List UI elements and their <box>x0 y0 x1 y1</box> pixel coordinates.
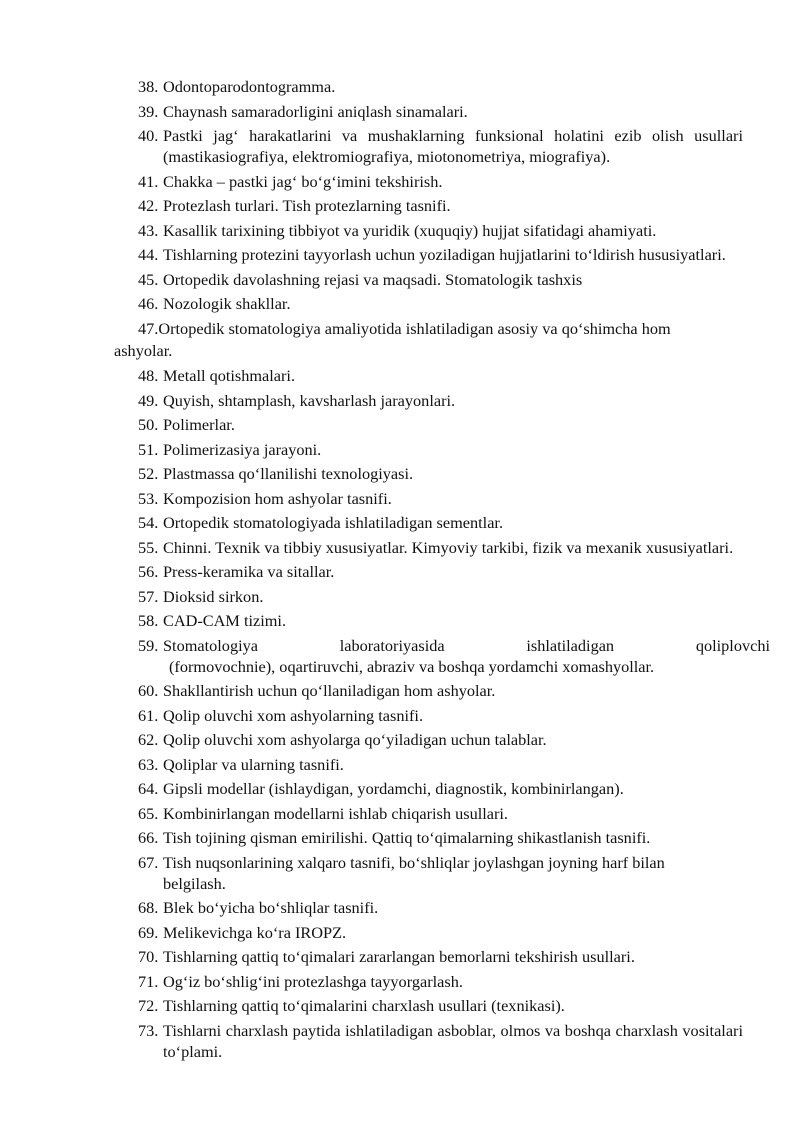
item-text: Chaynash samaradorligini aniqlash sinamalari. <box>163 101 468 121</box>
item-text <box>163 635 770 677</box>
item-text: CAD-CAM tizimi. <box>163 611 287 630</box>
item-text-continuation: (formovochnie), oqartiruvchi, abraziv va boshqa yordamchi xomashyollar. <box>169 656 655 676</box>
list-item <box>0 220 800 241</box>
list-item <box>0 1020 800 1062</box>
item-number: 60. <box>138 681 159 700</box>
item-number: 50. <box>138 415 159 434</box>
list-item <box>0 293 800 314</box>
list-item <box>0 463 800 484</box>
list-item <box>0 269 800 290</box>
list-item <box>0 852 800 894</box>
item-number: 53. <box>138 488 159 508</box>
item-number: 39. <box>138 101 159 121</box>
list-item <box>0 635 800 677</box>
numbered-list <box>0 76 800 1062</box>
list-item <box>0 586 800 607</box>
item-number: 47. <box>138 318 159 338</box>
item-number: 65. <box>138 803 159 823</box>
item-text: Polimerlar. <box>163 415 235 434</box>
item-text: Nozologik shakllar. <box>163 294 291 313</box>
item-word: laboratoriyasida <box>339 635 445 655</box>
list-item <box>0 318 800 362</box>
list-item <box>0 244 800 265</box>
item-text-continuation: ashyolar. <box>114 340 173 360</box>
list-item <box>0 171 800 192</box>
item-number: 55. <box>138 537 159 557</box>
item-text: Dioksid sirkon. <box>163 586 264 606</box>
item-text: Press-keramika va sitallar. <box>163 562 335 581</box>
item-number: 58. <box>138 611 159 630</box>
item-text <box>163 852 743 894</box>
item-number: 68. <box>138 898 159 917</box>
list-item <box>0 680 800 701</box>
item-text: Chinni. Texnik va tibbiy xususiyatlar. Kimyoviy tarkibi, fizik va mexanik xususiyatlari. <box>163 537 734 557</box>
item-text-line: Tish nuqsonlarining xalqaro tasnifi, bo‘shliqlar joylashgan joyning harf bilan <box>163 852 665 872</box>
item-text: Tishlarning protezini tayyorlash uchun yoziladigan hujjatlarini to‘ldirish hususiyatlari. <box>163 245 726 264</box>
item-text: Qolip oluvchi xom ashyolarning tasnifi. <box>163 705 424 725</box>
item-text: Chakka – pastki jag‘ bo‘g‘imini tekshirish. <box>163 171 443 191</box>
list-item <box>0 778 800 799</box>
item-number: 44. <box>138 245 159 264</box>
list-item <box>0 365 800 386</box>
item-text: Kasallik tarixining tibbiyot va yuridik (xuquqiy) hujjat sifatidagi ahamiyati. <box>163 220 657 240</box>
item-text: Melikevichga ko‘ra IROPZ. <box>163 922 347 942</box>
item-text: Tishlarni charxlash paytida ishlatiladigan asboblar, olmos va boshqa charxlash vositalari to‘plami. <box>163 1020 743 1061</box>
item-text: Tishlarning qattiq to‘qimalari zararlangan bemorlarni tekshirish usullari. <box>163 947 635 966</box>
item-number: 56. <box>138 562 159 581</box>
item-number: 67. <box>138 852 159 872</box>
item-number: 70. <box>138 947 159 966</box>
item-text: Plastmassa qo‘llanilishi texnologiyasi. <box>163 464 414 483</box>
item-text: Ortopedik stomatologiya amaliyotida ishlatiladigan asosiy va qo‘shimcha hom <box>158 318 671 338</box>
item-number: 51. <box>138 439 159 459</box>
list-item <box>0 897 800 918</box>
list-item <box>0 946 800 967</box>
item-text: Tishlarning qattiq to‘qimalarini charxlash usullari (texnikasi). <box>163 996 565 1015</box>
item-number: 38. <box>138 77 159 96</box>
item-number: 45. <box>138 269 159 289</box>
item-number: 72. <box>138 996 159 1015</box>
list-item <box>0 610 800 631</box>
item-text: Quyish, shtamplash, kavsharlash jarayonlari. <box>163 390 456 410</box>
list-item <box>0 827 800 848</box>
item-text: Polimerizasiya jarayoni. <box>163 439 322 459</box>
item-number: 69. <box>138 922 159 942</box>
item-number: 52. <box>138 464 159 483</box>
item-number: 49. <box>138 390 159 410</box>
item-number: 43. <box>138 220 159 240</box>
list-item <box>0 561 800 582</box>
list-item <box>0 537 800 558</box>
item-text: Og‘iz bo‘shlig‘ini protezlashga tayyorgarlash. <box>163 971 463 991</box>
item-text: Odontoparodontogramma. <box>163 77 336 96</box>
list-item <box>0 414 800 435</box>
item-text: Ortopedik davolashning rejasi va maqsadi. Stomatologik tashxis <box>163 269 583 289</box>
item-word: qoliplovchi <box>695 635 770 655</box>
item-number: 54. <box>138 513 159 532</box>
item-text: Shakllantirish uchun qo‘llaniladigan hom ashyolar. <box>163 681 496 700</box>
list-item <box>0 729 800 750</box>
list-item <box>0 101 800 122</box>
item-text: Kompozision hom ashyolar tasnifi. <box>163 488 392 508</box>
item-number: 71. <box>138 971 159 991</box>
item-text-continuation: belgilash. <box>163 873 226 893</box>
item-number: 59. <box>138 635 159 655</box>
item-text: Ortopedik stomatologiyada ishlatiladigan sementlar. <box>163 513 504 532</box>
item-word: Stomatologiya <box>163 635 258 655</box>
item-text: Metall qotishmalari. <box>163 366 296 385</box>
item-text: Tish tojining qisman emirilishi. Qattiq to‘qimalarning shikastlanish tasnifi. <box>163 828 651 847</box>
list-item <box>0 971 800 992</box>
list-item <box>0 705 800 726</box>
item-text: Kombinirlangan modellarni ishlab chiqarish usullari. <box>163 803 508 823</box>
item-number: 61. <box>138 705 159 725</box>
item-number: 46. <box>138 294 159 313</box>
list-item <box>0 488 800 509</box>
list-item <box>0 754 800 775</box>
item-number: 42. <box>138 196 159 215</box>
item-number: 63. <box>138 754 159 774</box>
list-item <box>0 390 800 411</box>
item-number: 66. <box>138 828 159 847</box>
list-item <box>0 125 800 167</box>
list-item <box>0 995 800 1016</box>
list-item <box>0 512 800 533</box>
list-item <box>0 922 800 943</box>
item-text: Blek bo‘yicha bo‘shliqlar tasnifi. <box>163 898 379 917</box>
item-text: Pastki jag‘ harakatlarini va mushaklarning funksional holatini ezib olish usullari (mastikasiografiya, elektromiografiya, miotonometriya, miografiya). <box>163 126 743 166</box>
list-item <box>0 195 800 216</box>
item-word: ishlatiladigan <box>526 635 615 655</box>
item-number: 41. <box>138 171 159 191</box>
item-text: Qoliplar va ularning tasnifi. <box>163 754 344 774</box>
list-item <box>0 803 800 824</box>
item-text: Protezlash turlari. Tish protezlarning tasnifi. <box>163 196 451 215</box>
item-text-line <box>163 635 770 656</box>
item-number: 57. <box>138 586 159 606</box>
item-number: 62. <box>138 730 159 749</box>
list-item <box>0 76 800 97</box>
item-number: 73. <box>138 1020 159 1040</box>
item-text: Gipsli modellar (ishlaydigan, yordamchi, diagnostik, kombinirlangan). <box>163 779 624 798</box>
item-number: 48. <box>138 366 159 385</box>
item-text-line <box>138 318 754 340</box>
item-number: 40. <box>138 126 159 145</box>
list-item <box>0 439 800 460</box>
item-number: 64. <box>138 779 159 798</box>
item-text: Qolip oluvchi xom ashyolarga qo‘yiladigan uchun talablar. <box>163 730 547 749</box>
